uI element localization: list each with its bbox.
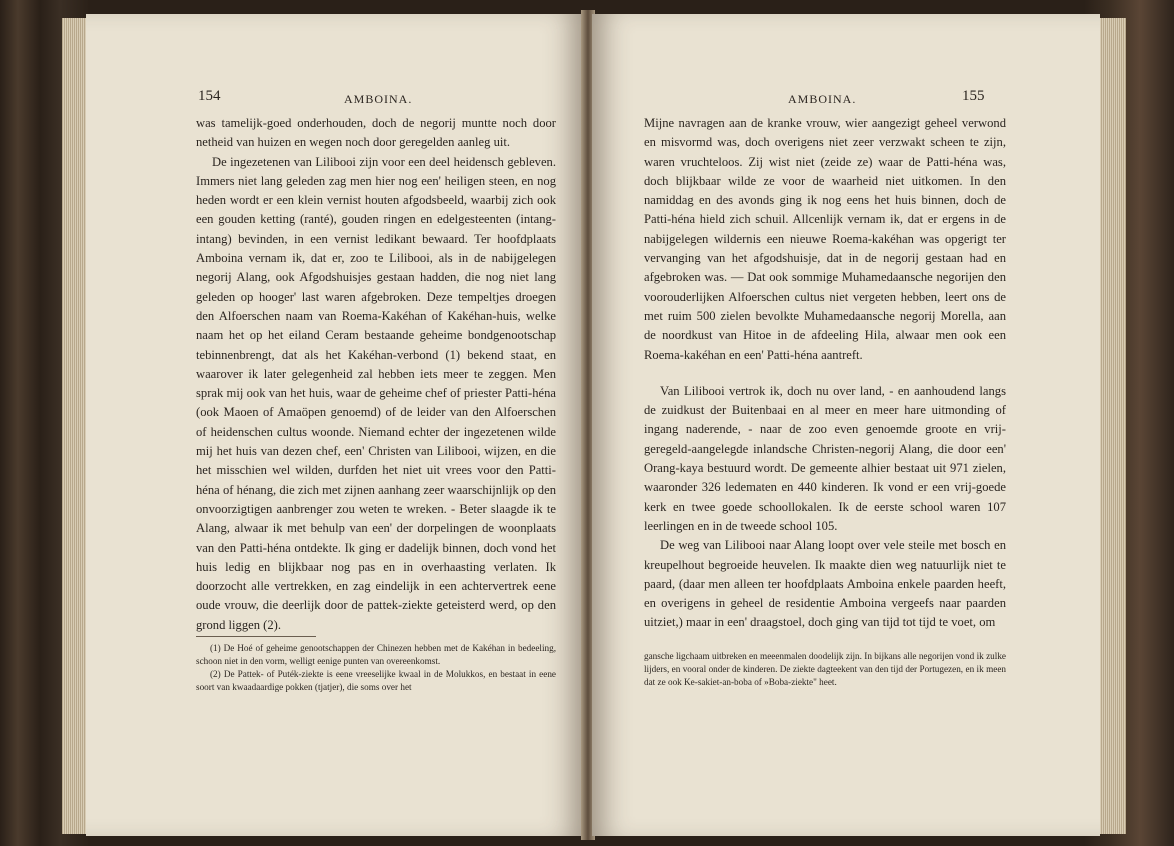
paragraph: De weg van Lilibooi naar Alang loopt over vele steile met bosch en kreupelhout begroeide heuvelen. Ik maakte dien weg natuurlijk niet te paard, (daar men alleen ter hoofdplaats Amboina enkele paarden heeft, en overigens in geheel de residentie Amboina vergeefs naar paarden uitziet,) maar in een' draagstoel, doch ging van tijd tot tijd te voet, om bbox=[644, 538, 1006, 630]
footnote-separator bbox=[644, 648, 1006, 649]
page-body bbox=[644, 114, 1006, 633]
right-page bbox=[592, 14, 1100, 836]
footnote: gansche ligchaam uitbreken en meeenmalen doodelijk zijn. In bijkans alle negorijen vond ik zulke lijders, en vooral onder de kinderen. De ziekte dagteekent van den tijd der Portugezen, en ik meen dat ze ook Ke-sakiet-an-boba of »Boba-ziekte" heet. bbox=[644, 651, 1006, 687]
footnote: (2) De Pattek- of Puték-ziekte is eene vreeselijke kwaal in de Molukkos, en bestaat in eene soort van kwaadaardige pokken (tjatjer), die soms over het bbox=[196, 669, 556, 692]
page-number: 155 bbox=[962, 88, 985, 104]
footnotes bbox=[196, 642, 556, 694]
running-head: AMBOINA. bbox=[788, 92, 857, 106]
footnote-rule bbox=[196, 636, 316, 637]
page-edges-left bbox=[62, 18, 86, 834]
page-body bbox=[196, 114, 556, 635]
running-head: AMBOINA. bbox=[344, 92, 413, 106]
left-page bbox=[86, 14, 583, 836]
paragraph: De ingezetenen van Lilibooi zijn voor een deel heidensch gebleven. Immers niet lang geleden zag men hier nog een' heiligen steen, en nog heden wordt er een klein vernist houten afgodsbeeld, waarbij zich ook een gouden ketting (ranté), gouden ringen en edelgesteenten (intang-intang) bevinden, in een vernist ledikant bewaard. Ter hoofdplaats Amboina vernam ik, dat er, zoo te Lilibooi, als in de nabijgelegen negorij Alang, ook Afgodshuisjes gestaan hadden, die nog niet lang geleden op hooger' last waren afgebroken. Deze tempeltjes droegen den Alfoerschen naam van Roema-Kakéhan of Kakéhan-huis, welke naam het op het eiland Ceram bestaande geheime bondgenootschap tebinnenbrengt, dat als het Kakéhan-verbond (1) bekend staat, en waarover ik later gelegenheid zal hebben iets meer te zeggen. Men sprak mij ook van het huis, waar de geheime chef of priester Patti-héna (ook Maoen of Amaöpen genoemd) of de leider van den Alfoerschen of heidenschen cultus woonde. Niemand echter der ingezetenen wilde mij het huis van dezen chef, een' Christen van Lilibooi, wijzen, en die het misschien wel wilden, durfden het niet uit vrees voor den Patti-héna of hénang, die zich met zijnen aanhang zeer waarschijnlijk op den onvoorzigtigen aanbrenger zou weten te wreken. - Beter slaagde ik te Alang, alwaar ik met behulp van een' der dorpelingen de woonplaats van den Patti-héna ontdekte. Ik ging er dadelijk binnen, doch vond het huis ledig en blijkbaar nog pas en in overhaasting verlaten. Ik doorzocht alle vertrekken, en zag eindelijk in een achtervertrek eene oude vrouw, die deerlijk door de pattek-ziekte geteisterd werd, op den grond liggen (2). bbox=[196, 154, 556, 632]
page-edges-right bbox=[1100, 18, 1126, 834]
footnotes bbox=[644, 650, 1006, 689]
paragraph: Mijne navragen aan de kranke vrouw, wier aangezigt geheel verwond en misvormd was, doch overigens niet zeer verzwakt scheen te zijn, waren vruchteloos. Zij wist niet (zeide ze) waar de Patti-héna was, doch blijkbaar wilde ze voor de waarheid niet uitkomen. In den namiddag en des avonds ging ik nog eens het huis binnen, doch de Patti-héna hield zich schuil. Allcenlijk vernam ik, dat er ergens in de nabijgelegen wildernis een nieuwe Roema-kakéhan was opgerigt ter vervanging van het afgodshuisje, dat in de negorij gestaan had en afgebroken was. — Dat ook sommige Muhamedaansche negorijen den voorouderlijken Alfoerschen cultus niet vergeten hebben, leert ons de met ruim 500 zielen bevolkte Muhamedaansche negorij Morella, aan de noordkust van Hitoe in de afdeeling Hila, alwaar men ook een Roema-kakéhan en een' Patti-héna aantreft. bbox=[644, 116, 1006, 362]
page-number: 154 bbox=[198, 88, 221, 104]
footnote: (1) De Hoé of geheime genootschappen der Chinezen hebben met de Kakéhan in bedeeling, schoon niet in den vorm, welligt eenige punten van overeenkomst. bbox=[196, 643, 556, 666]
paragraph: was tamelijk-goed onderhouden, doch de negorij muntte noch door netheid van huizen en wegen noch door geregelden aanleg uit. bbox=[196, 116, 556, 150]
paragraph: Van Lilibooi vertrok ik, doch nu over land, - en aanhoudend langs de zuidkust der Buitenbaai en al meer en meer hare uitmonding of ingang naderende, - naar de zoo even genoemde groote en vrij-geregeld-aangelegde inlandsche Christen-negorij Alang, die door een' Orang-kaya bestuurd wordt. De gemeente alhier bestaat uit 971 zielen, waaronder 326 ledematen en 440 kinderen. Ik vond er een vrij-goede kerk en twee goede schoollokalen. Ik de eerste school waren 107 leerlingen en in de tweede school 105. bbox=[644, 383, 1006, 533]
